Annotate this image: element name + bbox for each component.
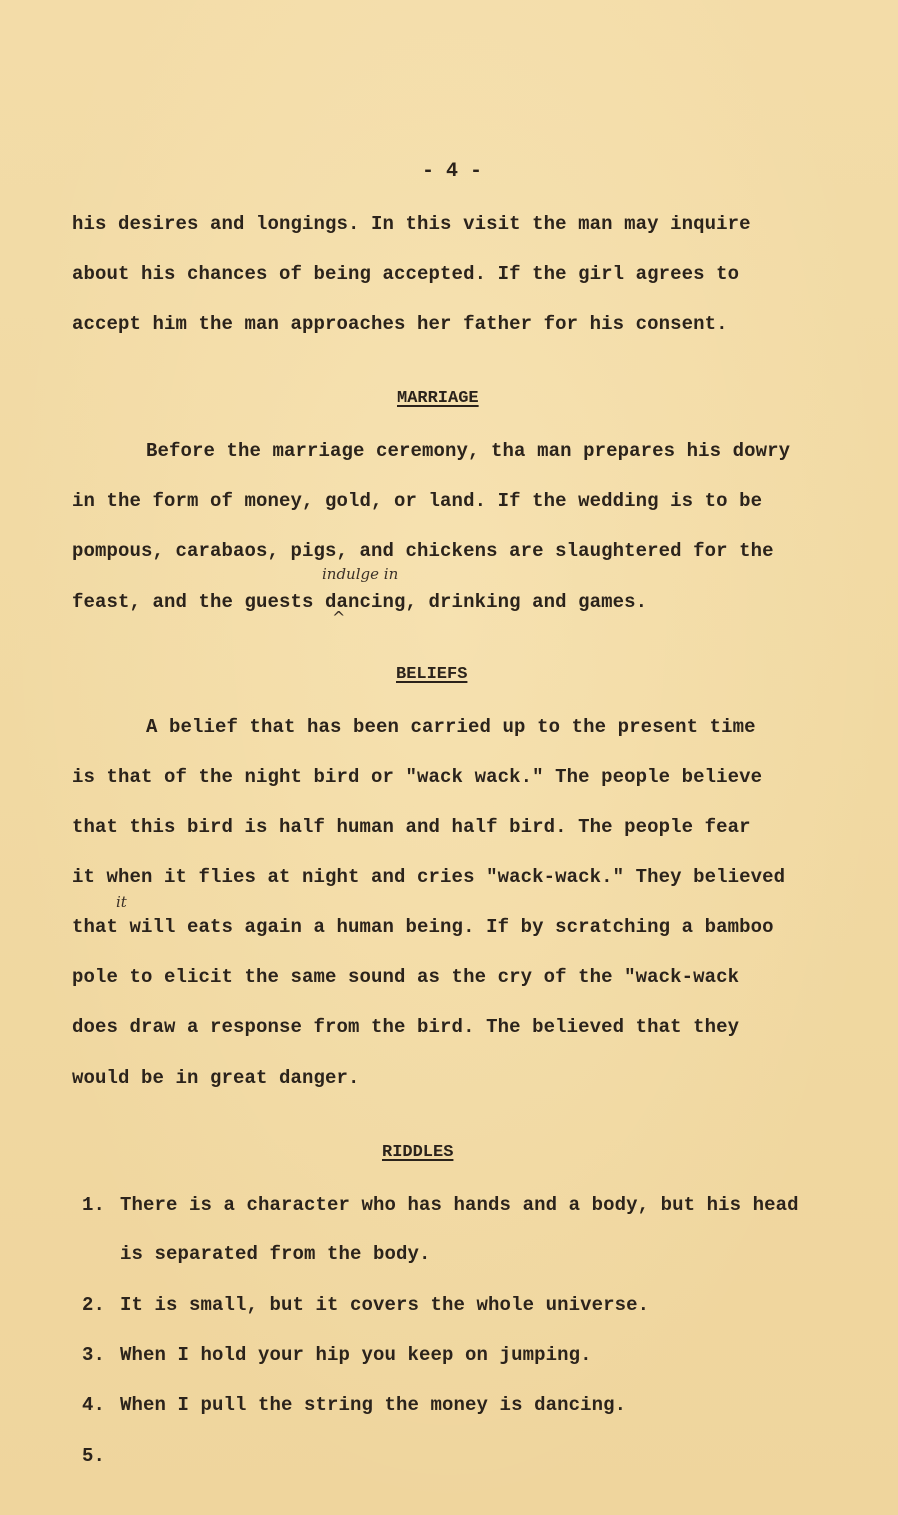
riddle-text-1b: is separated from the body. [120, 1243, 431, 1265]
beliefs-line-3: that this bird is half human and half bird. The people fear [72, 816, 751, 838]
intro-line-1: his desires and longings. In this visit the man may inquire [72, 213, 751, 235]
beliefs-line-4: it when it flies at night and cries "wack-wack." They believed [72, 866, 786, 888]
section-heading-riddles: RIDDLES [382, 1143, 454, 1162]
insertion-caret: ^ [332, 608, 346, 627]
riddle-number-5: 5. [82, 1445, 106, 1467]
riddle-number-1: 1. [82, 1194, 106, 1216]
beliefs-line-8: would be in great danger. [72, 1067, 360, 1089]
marriage-line-1: Before the marriage ceremony, tha man prepares his dowry [146, 440, 791, 462]
marriage-line-4: feast, and the guests dancing, drinking and games. [72, 591, 648, 613]
page-number: - 4 - [422, 160, 483, 183]
riddle-number-2: 2. [82, 1294, 106, 1316]
riddle-text-2: It is small, but it covers the whole universe. [120, 1294, 650, 1316]
intro-line-3: accept him the man approaches her father for his consent. [72, 313, 728, 335]
intro-line-2: about his chances of being accepted. If the girl agrees to [72, 263, 740, 285]
beliefs-line-7: does draw a response from the bird. The believed that they [72, 1016, 740, 1038]
riddle-text-3: When I hold your hip you keep on jumping. [120, 1344, 592, 1366]
handwritten-correction: it [116, 893, 127, 911]
beliefs-line-5: that will eats again a human being. If by scratching a bamboo [72, 916, 774, 938]
riddle-number-4: 4. [82, 1394, 106, 1416]
riddle-number-3: 3. [82, 1344, 106, 1366]
beliefs-line-2: is that of the night bird or "wack wack." The people believe [72, 766, 763, 788]
section-heading-beliefs: BELIEFS [396, 665, 468, 684]
riddle-text-1a: There is a character who has hands and a body, but his head [120, 1194, 799, 1216]
beliefs-line-1: A belief that has been carried up to the present time [146, 716, 756, 738]
riddle-text-4: When I pull the string the money is dancing. [120, 1394, 627, 1416]
marriage-line-3: pompous, carabaos, pigs, and chickens are slaughtered for the [72, 540, 774, 562]
beliefs-line-6: pole to elicit the same sound as the cry of the "wack-wack [72, 966, 740, 988]
handwritten-insertion: indulge in [322, 565, 399, 583]
section-heading-marriage: MARRIAGE [397, 389, 479, 408]
marriage-line-2: in the form of money, gold, or land. If the wedding is to be [72, 490, 763, 512]
